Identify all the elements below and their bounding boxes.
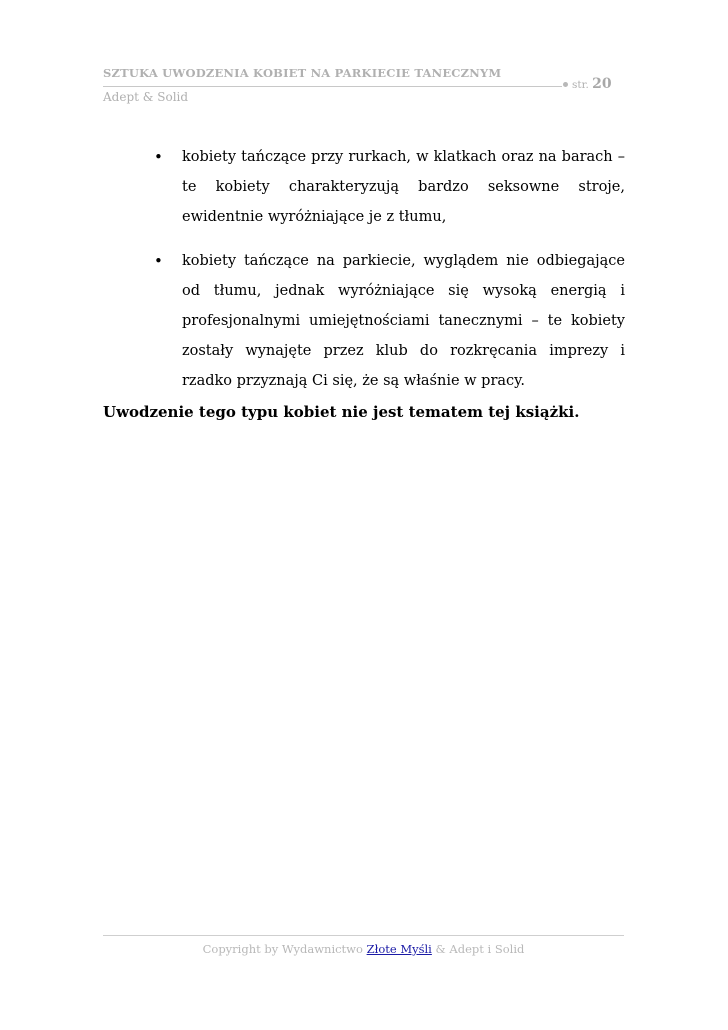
conclusion-statement: Uwodzenie tego typu kobiet nie jest tematem tej książki.: [103, 403, 580, 421]
bullet-dot-icon: [563, 82, 568, 87]
bullet-text: kobiety tańczące przy rurkach, w klatkach oraz na barach – te kobiety charakteryzują bardzo seksowne stroje, ewidentnie wyróżniające je z tłumu,: [182, 149, 625, 225]
publisher-link[interactable]: Złote Myśli: [366, 942, 432, 956]
header-divider: [103, 86, 562, 87]
bullet-text: kobiety tańczące na parkiecie, wyglądem nie odbiegające od tłumu, jednak wyróżniające się wysoką energią i profesjonalnymi umiejętnościami tanecznymi – te kobiety zostały wynajęte przez klub do rozkręcania imprezy i rzadko przyznają Ci się, że są właśnie w pracy.: [182, 253, 625, 389]
running-header-authors: Adept & Solid: [103, 90, 189, 104]
footer-divider: [103, 935, 624, 936]
footer-suffix: & Adept i Solid: [431, 942, 525, 956]
bullet-icon: •: [154, 252, 163, 270]
bullet-icon: •: [154, 148, 163, 166]
page-prefix: str.: [572, 79, 589, 91]
page-number-indicator: [563, 76, 612, 92]
running-header-title: SZTUKA UWODZENIA KOBIET NA PARKIECIE TANECZNYM: [103, 66, 502, 80]
copyright-footer: [103, 942, 624, 956]
list-item: [150, 246, 625, 396]
page-number: 20: [592, 76, 612, 92]
list-item: [150, 142, 625, 232]
footer-prefix: Copyright by Wydawnictwo: [202, 942, 367, 956]
bullet-list: [150, 142, 625, 410]
